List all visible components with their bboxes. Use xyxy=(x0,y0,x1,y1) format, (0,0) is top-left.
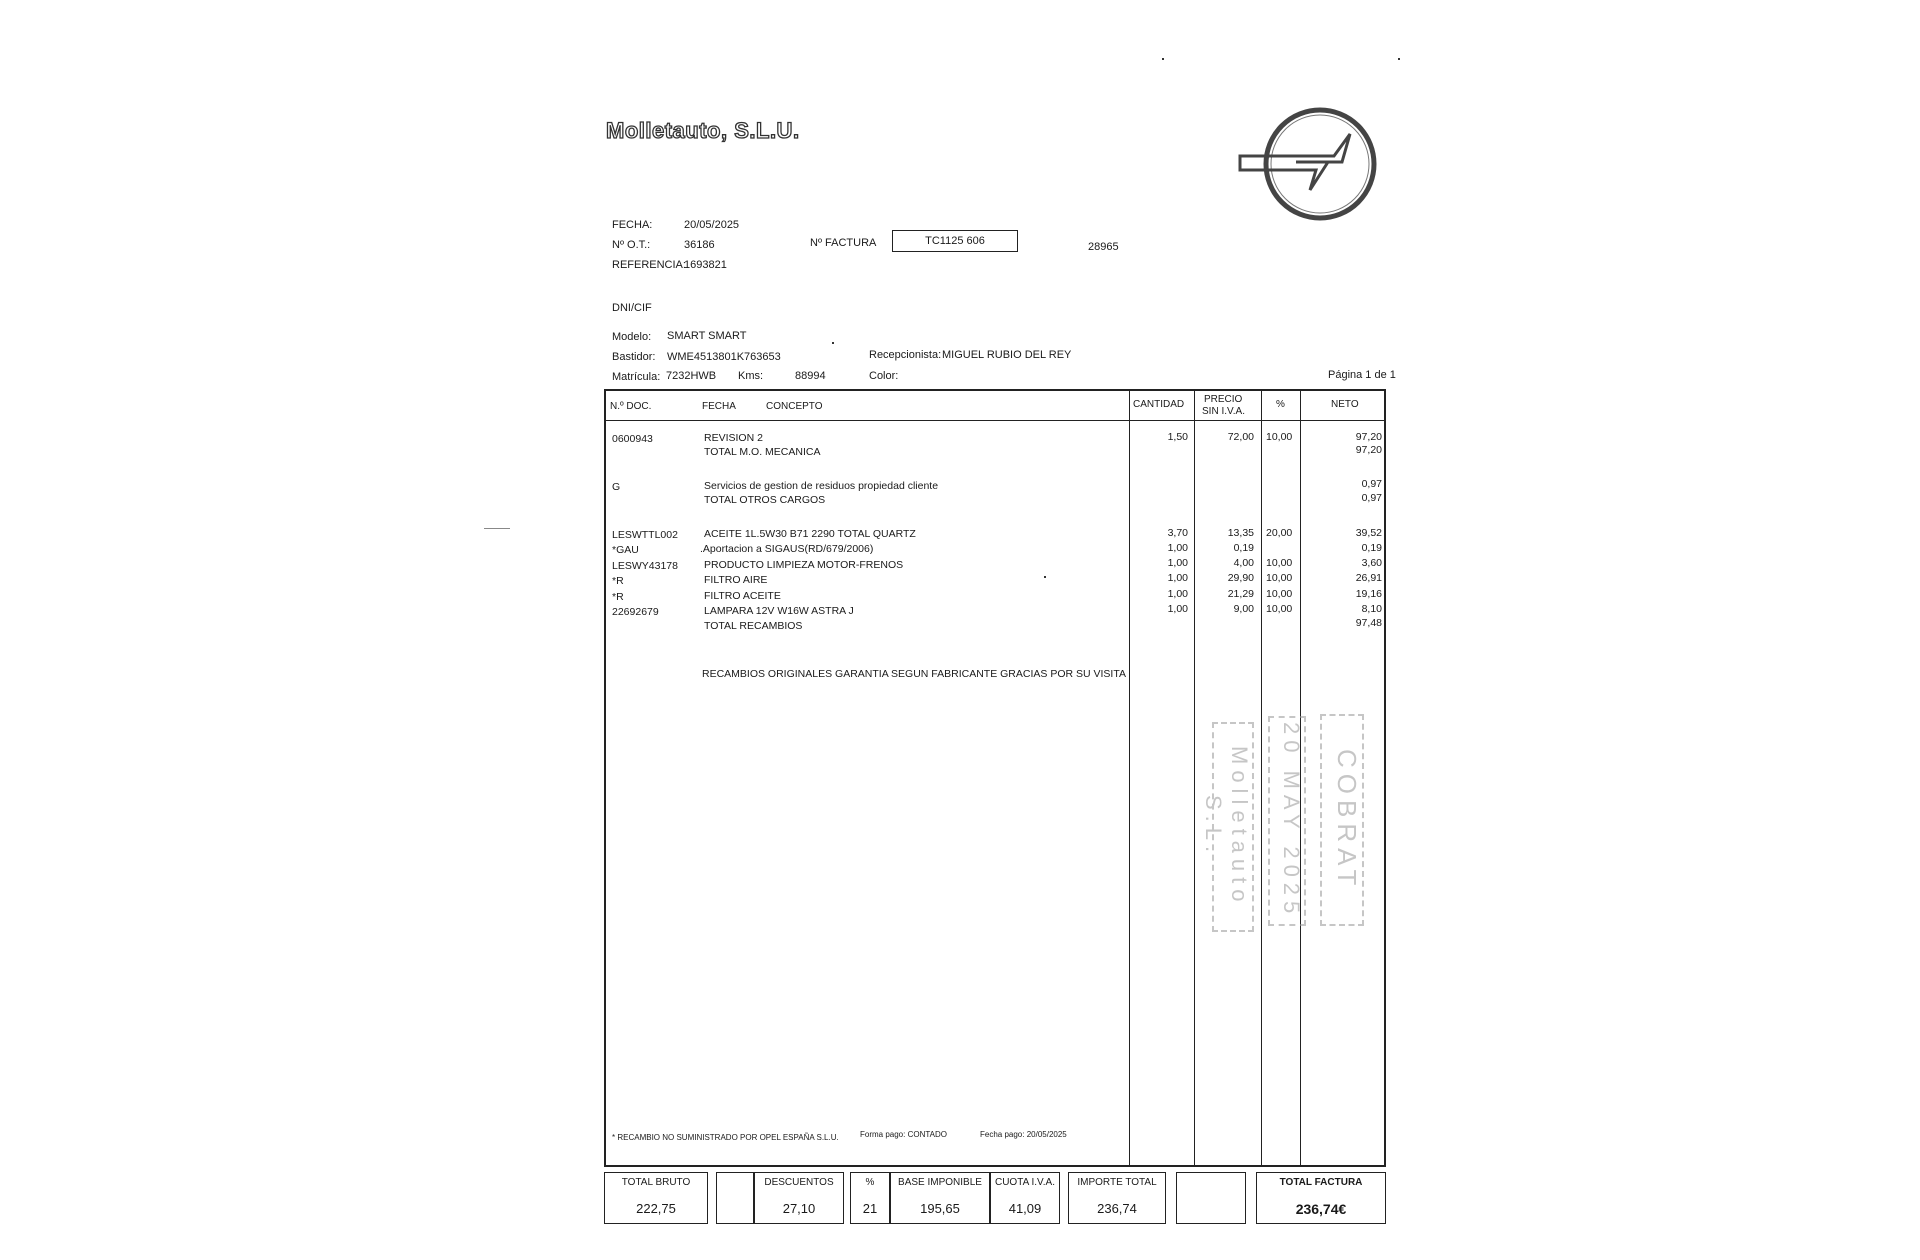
scan-mark xyxy=(484,528,510,529)
cuota-iva-box xyxy=(990,1172,1060,1224)
header-pct: % xyxy=(1276,399,1285,410)
row-pct: 10,00 xyxy=(1266,431,1293,443)
factura-label: Nº FACTURA xyxy=(810,237,877,249)
forma-pago: Forma pago: CONTADO xyxy=(860,1130,947,1139)
row-doc: 0600943 xyxy=(612,433,653,445)
row-concepto: PRODUCTO LIMPIEZA MOTOR-FRENOS xyxy=(704,559,904,571)
header-neto: NETO xyxy=(1331,399,1359,410)
matricula-value: 7232HWB xyxy=(666,370,717,382)
ot-label: Nº O.T.: xyxy=(612,239,651,251)
referencia-label: REFERENCIA: xyxy=(612,259,686,271)
header-ndoc: N.º DOC. xyxy=(610,401,652,412)
row-precio: 4,00 xyxy=(1233,557,1254,569)
row-precio: 0,19 xyxy=(1233,542,1254,554)
row-doc: *R xyxy=(612,575,624,587)
ot-value: 36186 xyxy=(684,239,715,251)
base-imponible-value: 195,65 xyxy=(920,1201,960,1216)
header-precio-sub: SIN I.V.A. xyxy=(1202,406,1245,417)
importe-total-label: IMPORTE TOTAL xyxy=(1077,1177,1157,1188)
row-precio: 9,00 xyxy=(1233,603,1254,615)
row-neto: 3,60 xyxy=(1361,557,1382,569)
row-concepto: FILTRO AIRE xyxy=(704,574,768,586)
thanks-note: RECAMBIOS ORIGINALES GARANTIA SEGUN FABRICANTE GRACIAS POR SU VISITA xyxy=(702,668,1126,680)
row-neto: 0,19 xyxy=(1361,542,1382,554)
importe-total-box xyxy=(1068,1172,1166,1224)
pct-label: % xyxy=(865,1177,875,1188)
recepcionista-label: Recepcionista: xyxy=(869,349,942,361)
col-divider xyxy=(1129,389,1130,1167)
row-precio: 72,00 xyxy=(1227,431,1254,443)
bastidor-label: Bastidor: xyxy=(612,351,656,363)
row-neto: 39,52 xyxy=(1355,527,1382,539)
row-precio: 13,35 xyxy=(1227,527,1254,539)
descuentos-label: DESCUENTOS xyxy=(764,1177,834,1188)
row-precio: 21,29 xyxy=(1227,588,1254,600)
row-pct: 10,00 xyxy=(1266,603,1293,615)
recepcionista-value: MIGUEL RUBIO DEL REY xyxy=(942,349,1072,361)
row-neto: 0,97 xyxy=(1361,492,1382,504)
col-divider xyxy=(1261,389,1262,1167)
fecha-pago: Fecha pago: 20/05/2025 xyxy=(980,1130,1067,1139)
row-concepto: TOTAL RECAMBIOS xyxy=(704,620,803,632)
header-precio: PRECIO xyxy=(1204,394,1243,405)
scan-speck xyxy=(832,342,834,344)
row-neto: 97,20 xyxy=(1355,431,1382,443)
row-doc: *GAU xyxy=(612,544,639,556)
row-concepto: LAMPARA 12V W16W ASTRA J xyxy=(704,605,854,617)
row-concepto: FILTRO ACEITE xyxy=(704,590,781,602)
table-header-divider xyxy=(604,420,1386,421)
row-pct: 10,00 xyxy=(1266,572,1293,584)
total-bruto-box xyxy=(604,1172,708,1224)
scan-speck xyxy=(1398,58,1400,60)
scan-speck xyxy=(1044,576,1046,578)
dni-label: DNI/CIF xyxy=(612,302,652,314)
pct-box xyxy=(850,1172,890,1224)
descuentos-value: 27,10 xyxy=(782,1201,816,1216)
row-doc: *R xyxy=(612,591,624,603)
company-name: Molletauto, S.L.U. xyxy=(606,118,800,143)
fecha-label: FECHA: xyxy=(612,219,653,231)
kms-value: 88994 xyxy=(795,370,826,382)
row-neto: 97,48 xyxy=(1355,617,1382,629)
opel-logo-icon xyxy=(1238,104,1384,224)
row-cantidad: 1,00 xyxy=(1167,572,1188,584)
row-neto: 26,91 xyxy=(1355,572,1382,584)
modelo-value: SMART SMART xyxy=(667,330,747,342)
scan-speck xyxy=(1162,58,1164,60)
row-precio: 29,90 xyxy=(1227,572,1254,584)
header-cantidad: CANTIDAD xyxy=(1133,399,1185,410)
row-cantidad: 1,00 xyxy=(1167,542,1188,554)
header-fecha: FECHA xyxy=(702,401,736,412)
total-bruto-label: TOTAL BRUTO xyxy=(621,1177,691,1188)
importe-total-value: 236,74 xyxy=(1097,1201,1137,1216)
row-concepto: ACEITE 1L.5W30 B71 2290 TOTAL QUARTZ xyxy=(704,528,916,540)
header-concepto: CONCEPTO xyxy=(766,401,823,412)
row-concepto: .Aportacion a SIGAUS(RD/679/2006) xyxy=(700,543,874,555)
company-stamp: Molletauto S.L. xyxy=(1212,722,1254,932)
row-neto: 0,97 xyxy=(1361,478,1382,490)
total-factura-box xyxy=(1256,1172,1386,1224)
cuota-iva-label: CUOTA I.V.A. xyxy=(994,1177,1056,1188)
total-factura-label: TOTAL FACTURA xyxy=(1279,1177,1363,1188)
kms-label: Kms: xyxy=(738,370,764,382)
pct-value: 21 xyxy=(862,1201,878,1216)
row-pct: 10,00 xyxy=(1266,557,1293,569)
row-concepto: TOTAL M.O. MECANICA xyxy=(704,446,821,458)
row-concepto: Servicios de gestion de residuos propiedad cliente xyxy=(704,480,939,492)
modelo-label: Modelo: xyxy=(612,331,652,343)
row-cantidad: 3,70 xyxy=(1167,527,1188,539)
row-pct: 10,00 xyxy=(1266,588,1293,600)
col-divider xyxy=(1194,389,1195,1167)
total-bruto-value: 222,75 xyxy=(636,1201,676,1216)
base-imponible-box xyxy=(890,1172,990,1224)
paid-stamp: COBRAT xyxy=(1320,714,1364,926)
total-factura-value: 236,74€ xyxy=(1295,1201,1347,1217)
date-stamp: 20 MAY 2025 xyxy=(1268,716,1306,926)
factura-number: TC1125 606 xyxy=(892,230,1018,252)
row-pct: 20,00 xyxy=(1266,527,1293,539)
code-value: 28965 xyxy=(1088,241,1119,253)
row-cantidad: 1,50 xyxy=(1167,431,1188,443)
row-concepto: REVISION 2 xyxy=(704,432,763,444)
bastidor-value: WME4513801K763653 xyxy=(667,351,781,363)
color-label: Color: xyxy=(869,370,899,382)
row-cantidad: 1,00 xyxy=(1167,603,1188,615)
row-neto: 97,20 xyxy=(1355,444,1382,456)
pagina-label: Página 1 de 1 xyxy=(1328,369,1396,381)
base-imponible-label: BASE IMPONIBLE xyxy=(898,1177,982,1188)
empty-box xyxy=(716,1172,754,1224)
row-cantidad: 1,00 xyxy=(1167,557,1188,569)
row-doc: LESWTTL002 xyxy=(612,529,678,541)
row-doc: 22692679 xyxy=(612,606,659,618)
row-doc: G xyxy=(612,481,621,493)
descuentos-box xyxy=(754,1172,844,1224)
empty-box xyxy=(1176,1172,1246,1224)
fecha-value: 20/05/2025 xyxy=(684,219,740,231)
footnote: * RECAMBIO NO SUMINISTRADO POR OPEL ESPAÑA S.L.U. xyxy=(612,1133,839,1142)
matricula-label: Matrícula: xyxy=(612,371,661,383)
row-neto: 8,10 xyxy=(1361,603,1382,615)
referencia-value: 1693821 xyxy=(684,259,727,271)
row-cantidad: 1,00 xyxy=(1167,588,1188,600)
cuota-iva-value: 41,09 xyxy=(1008,1201,1042,1216)
row-doc: LESWY43178 xyxy=(612,560,678,572)
row-neto: 19,16 xyxy=(1355,588,1382,600)
row-concepto: TOTAL OTROS CARGOS xyxy=(704,494,826,506)
